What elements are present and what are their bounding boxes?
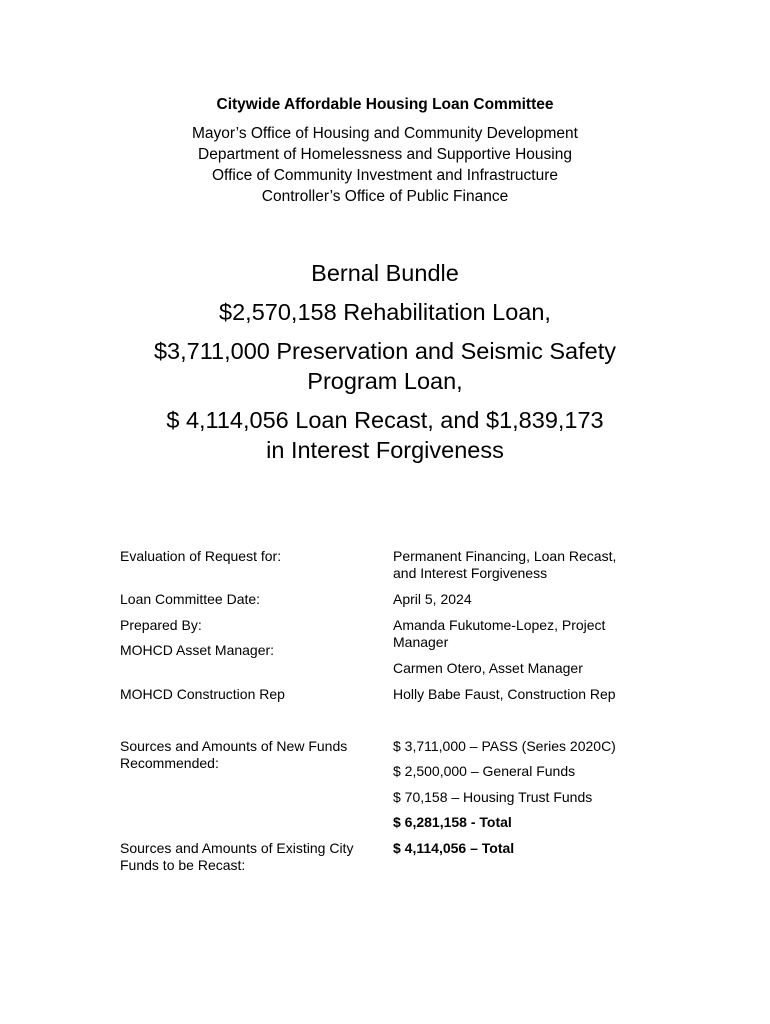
evaluation-value-line: and Interest Forgiveness bbox=[393, 565, 548, 581]
new-funds-item: $ 2,500,000 – General Funds bbox=[393, 763, 576, 779]
prepared-by-label: Prepared By: bbox=[120, 617, 202, 633]
title-line: Program Loan, bbox=[307, 368, 463, 394]
new-funds-label-line: Recommended: bbox=[120, 755, 219, 771]
office-line: Controller’s Office of Public Finance bbox=[261, 188, 509, 205]
construction-rep-value: Holly Babe Faust, Construction Rep bbox=[393, 686, 616, 702]
committee-name: Citywide Affordable Housing Loan Committee bbox=[216, 96, 554, 113]
prepared-by-value bbox=[393, 617, 655, 651]
title-line: $ 4,114,056 Loan Recast, and $1,839,173 bbox=[166, 407, 604, 433]
office-line: Mayor’s Office of Housing and Community Development bbox=[192, 125, 578, 142]
new-funds-total: $ 6,281,158 - Total bbox=[393, 814, 512, 830]
existing-funds-total: $ 4,114,056 – Total bbox=[393, 840, 515, 856]
new-funds-item: $ 70,158 – Housing Trust Funds bbox=[393, 789, 593, 805]
new-funds-label-line: Sources and Amounts of New Funds bbox=[120, 738, 348, 754]
document-header bbox=[0, 94, 770, 207]
title-line: Bernal Bundle bbox=[311, 260, 459, 286]
evaluation-label: Evaluation of Request for: bbox=[120, 548, 282, 564]
title-line: in Interest Forgiveness bbox=[266, 437, 504, 463]
evaluation-value-line: Permanent Financing, Loan Recast, bbox=[393, 548, 617, 564]
asset-manager-value: Carmen Otero, Asset Manager bbox=[393, 660, 583, 676]
evaluation-value bbox=[393, 548, 655, 582]
prepared-by-value-line: Manager bbox=[393, 634, 449, 650]
committee-date-label: Loan Committee Date: bbox=[120, 591, 261, 607]
new-funds-item: $ 3,711,000 – PASS (Series 2020C) bbox=[393, 738, 616, 754]
construction-rep-label: MOHCD Construction Rep bbox=[120, 686, 285, 702]
existing-funds-label bbox=[120, 840, 382, 874]
office-line: Office of Community Investment and Infrastructure bbox=[211, 167, 559, 184]
existing-funds-label-line: Funds to be Recast: bbox=[120, 857, 246, 873]
existing-funds-label-line: Sources and Amounts of Existing City bbox=[120, 840, 354, 856]
title-line: $2,570,158 Rehabilitation Loan, bbox=[219, 299, 551, 325]
title-line: $3,711,000 Preservation and Seismic Safety bbox=[153, 338, 616, 364]
new-funds-label bbox=[120, 738, 382, 772]
committee-date-value: April 5, 2024 bbox=[393, 591, 472, 607]
office-line: Department of Homelessness and Supportive Housing bbox=[198, 146, 572, 163]
asset-manager-label: MOHCD Asset Manager: bbox=[120, 642, 275, 658]
document-title bbox=[0, 258, 770, 465]
prepared-by-value-line: Amanda Fukutome-Lopez, Project bbox=[393, 617, 606, 633]
